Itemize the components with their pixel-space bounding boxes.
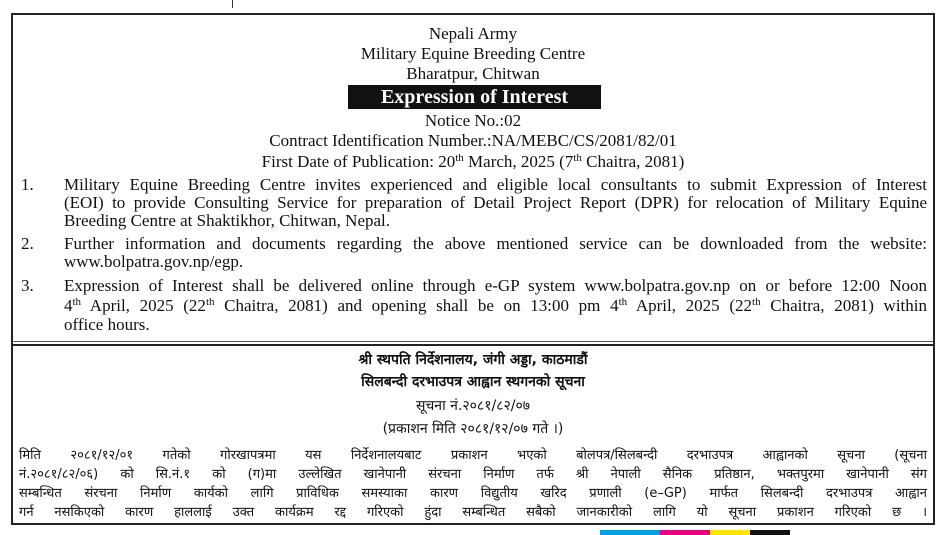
item-text: Expression of Interest shall be delivered online through e-GP system www.bolpatra.gov.np on or before 12:00 Noon 4th April, 2025 (22th Chaitra, 2081) and opening shall be on 13:00 pm 4th April, 2025 (22th Chaitra, 2081) within office hours. xyxy=(64,276,927,334)
nepali-title: सिलबन्दी दरभाउपत्र आह्वान स्थगनको सूचना xyxy=(361,374,585,390)
english-notice xyxy=(13,15,933,342)
nepali-office: श्री स्थपति निर्देशनालय, जंगी अड्डा, काठमाडौं xyxy=(358,352,588,368)
section-divider xyxy=(13,341,933,342)
item-number: 2. xyxy=(21,234,34,253)
item-number: 1. xyxy=(21,175,34,194)
contract-id: Contract Identification Number.:NA/MEBC/CS/2081/82/01 xyxy=(269,131,677,150)
notice-number: Notice No.:02 xyxy=(424,111,522,130)
org-name: Nepali Army xyxy=(428,24,518,43)
location: Bharatpur, Chitwan xyxy=(406,64,540,83)
item-number: 3. xyxy=(21,276,34,295)
black-mark xyxy=(750,530,790,535)
yellow-mark xyxy=(710,530,750,535)
item-text: Further information and documents regarding the above mentioned service can be downloaded from the website: www.bolpatra.gov.np/egp. xyxy=(64,234,927,271)
item-text: Military Equine Breeding Centre invites experienced and eligible local consultants to submit Expression of Interest (EOI) to provide Consulting Service for preparation of Detail Project Report (DPR) for relocation of Military Equine Breeding Centre at Shaktikhor, Chitwan, Nepal. xyxy=(64,175,927,230)
publication-date: First Date of Publication: 20th March, 2025 (7th Chaitra, 2081) xyxy=(261,152,685,171)
unit-name: Military Equine Breeding Centre xyxy=(360,44,586,63)
magenta-mark xyxy=(660,530,710,535)
notice-title: Expression of Interest xyxy=(348,85,601,109)
print-color-strip xyxy=(0,530,949,535)
nepali-notice-number: सूचना नं.२०८१/८२/०७ xyxy=(415,398,531,414)
nepali-paragraph: मिति २०८१/१२/०१ गतेको गोरखापत्रमा यस निर्देशनालयबाट प्रकाशन भएको बोलपत्र/सिलबन्दी दरभाउपत्र आह्वानको सूचना (सूचना नं.२०८१/८२/०६) को सि.नं.१ को (ग)मा उल्लेखित खानेपानी संरचना निर्माण तर्फ श्री नेपाली सैनिक प्रतिष्ठान, भक्तपुरमा खानेपानी संग सम्बन्धित संरचना निर्माण कार्यको लागि प्राविधिक समस्याका कारण विद्युतीय खरिद प्रणाली (e–GP) मार्फत सिलबन्दी दरभाउपत्र आह्वान गर्न नसकिएको कारण हाललाई उक्त कार्यक्रम रद्द गरिएको हुंदा सम्बन्धित सबैको जानकारीको लागि यो सूचना प्रकाशन गरिएको छ । xyxy=(19,448,927,520)
nepali-notice xyxy=(13,344,933,523)
deadline-line: 4th April, 2025 (22th Chaitra, 2081) and opening shall be on 13:00 pm 4th April, 2025 (22th Chaitra, 2081) within xyxy=(64,296,927,315)
top-crop-mark xyxy=(232,0,241,8)
notice-frame xyxy=(11,13,935,525)
nepali-publication-date: (प्रकाशन मिति २०८१/१२/०७ गते ।) xyxy=(382,421,564,437)
cyan-mark xyxy=(600,530,660,535)
